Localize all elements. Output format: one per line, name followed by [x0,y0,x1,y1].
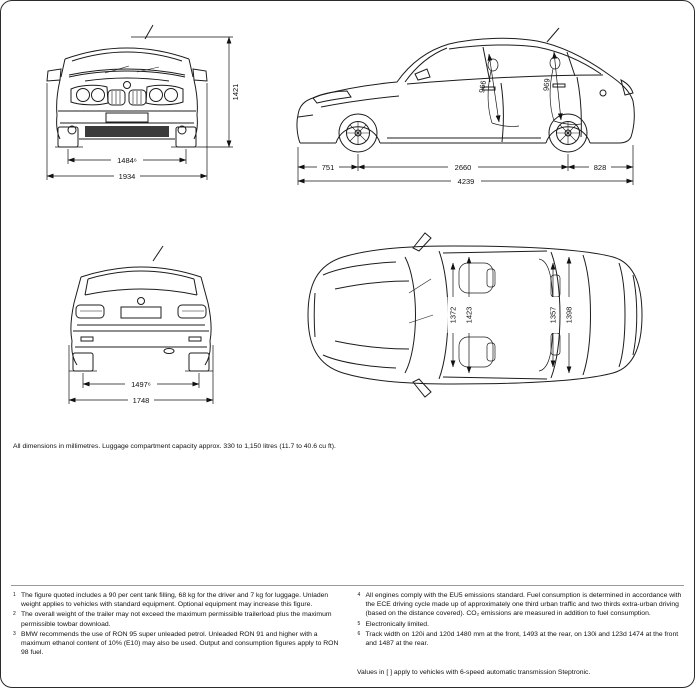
footnote-5 [358,620,685,629]
bmw-roundel-icon [124,82,131,89]
dim-front-height-label: 1421 [231,83,240,101]
footnote-6 [358,630,685,648]
fuel-cap [600,90,606,96]
top-view-dimension-labels [448,297,575,333]
footnote-2-text: The overall weight of the trailer may not exceed the maximum permissible trailerload plus the maximum permissible towbar download. [21,611,332,628]
footnote-1 [13,591,340,609]
dim-front-width-label: 1934 [118,172,136,181]
footnote-5-marker: 5 [357,620,361,627]
side-mirror [415,69,430,80]
steptronic-note: Values in [ ] apply to vehicles with 6-speed automatic transmission Steptronic. [357,669,591,676]
rear-view-diagram [41,241,253,409]
footnote-1-text: The figure quoted includes a 90 per cent tank filling, 68 kg for the driver and 7 kg for luggage. Unladen weight applies to vehicles with standard equipment. Optional equipment may increase this figure. [21,592,329,609]
side-mirror-left [413,233,431,251]
footnote-4-marker: 4 [357,592,361,598]
headlight [313,91,351,103]
rear-view-dimension-labels [125,379,157,405]
dim-front-track-label: 1484⁶ [117,156,137,165]
footnote-4 [358,591,685,619]
air-intake [85,126,169,137]
taillight [621,80,633,95]
taillight-right [178,305,206,318]
exhaust-pipe [164,349,174,354]
license-plate [106,113,148,122]
bmw-roundel-icon [138,298,145,305]
footnotes-right-column [358,591,685,658]
dim-rear-overhang-label: 828 [593,163,607,172]
tire-right [189,353,209,371]
antenna-line [153,246,163,261]
top-view-car-drawing [308,233,642,397]
dimensions-caption: All dimensions in millimetres. Luggage compartment capacity approx. 330 to 1,150 litres (11.7 to 40.6 cu ft). [13,443,336,450]
side-view-diagram [287,25,665,197]
dim-length-label: 4239 [457,177,475,186]
footnote-4-text: All engines comply with the EU5 emissions standard. Fuel consumption is determined in accordance with the ECE driving cycle made up of approximately one third urban traffic and two thirds extra-urban driving (based on the distance covered). CO₂ emissions are measured in addition to fuel consumption. [365,592,682,618]
footnote-divider [11,585,684,586]
footnote-3-text: BMW recommends the use of RON 95 super unleaded petrol. Unleaded RON 91 and higher with a maximum ethanol content of 10% (E10) may also be used. Output and consumption figures apply to RON 98 fuel. [21,630,339,657]
dim-wheelbase-label: 2660 [454,163,472,172]
top-view-diagram [301,223,649,407]
license-plate [121,307,161,318]
dim-rear-elbow-label: 1398 [564,306,574,324]
tire-left [73,353,93,371]
dim-front-overhang-label: 751 [321,163,335,172]
side-view-car-drawing [297,28,634,152]
rear-view-car-drawing [69,246,213,371]
footnote-1-marker: 1 [13,592,16,598]
dim-headroom-front-label: 966 [477,79,488,94]
footnotes [13,591,684,658]
footnote-5-text: Electronically limited. [365,620,429,628]
dim-rear-track-label: 1497⁶ [131,380,151,389]
footnotes-left-column [13,591,340,658]
footnote-3-marker: 3 [13,630,16,637]
footnote-2 [13,610,340,628]
antenna-line [547,28,559,42]
kidney-grille-left [108,90,125,105]
footnote-3 [13,630,340,658]
footnote-2-marker: 2 [13,611,16,618]
side-mirror-right [413,379,431,397]
door-handle-rear [553,84,565,87]
dim-rear-width-label: 1748 [132,396,150,405]
dim-headroom-rear-label: 969 [541,78,552,92]
dim-front-shoulder-label: 1372 [448,306,458,324]
dim-rear-shoulder-label: 1357 [548,306,558,324]
footnote-6-text: Track width on 120i and 120d 1480 mm at the front, 1493 at the rear, on 130i and 123d 1474 at the front and 1487 at the rear. [365,630,679,647]
footnote-6-marker: 6 [357,630,361,637]
kidney-grille-right [129,90,146,105]
dim-front-elbow-label: 1423 [464,306,474,324]
taillight-left [76,305,104,318]
front-view-car-drawing [47,25,207,147]
front-view-diagram [27,17,243,189]
